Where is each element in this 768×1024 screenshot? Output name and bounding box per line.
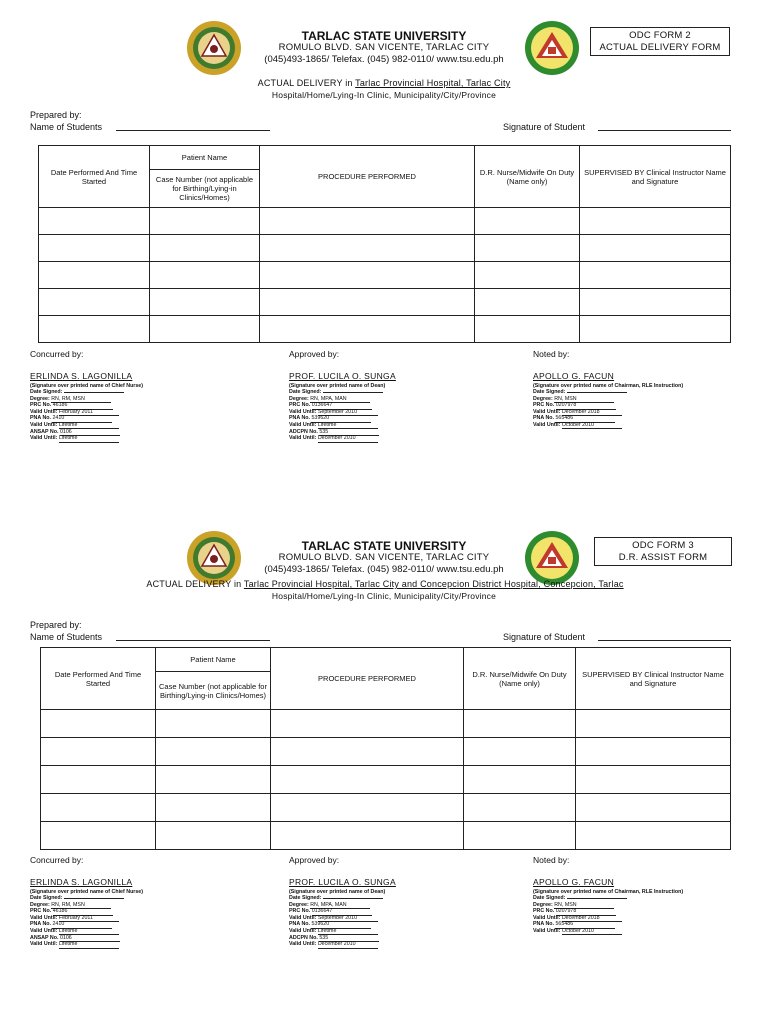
- concurred-detail-key: Valid Until:: [30, 914, 58, 921]
- university-address: ROMULO BLVD. SAN VICENTE, TARLAC CITY: [278, 552, 490, 563]
- delivery-line: [242, 78, 526, 88]
- approved-heading: Approved by:: [289, 855, 340, 865]
- case-number-cell[interactable]: [150, 289, 260, 316]
- date-cell[interactable]: [39, 262, 150, 289]
- supervised-cell[interactable]: [580, 289, 731, 316]
- supervised-cell[interactable]: [580, 316, 731, 343]
- noted-detail-key: PRC No.: [533, 402, 555, 409]
- noted-caption: (Signature over printed name of Chairman, RLE Instruction): [533, 383, 684, 389]
- approved-detail-key: ADCPN No.: [289, 428, 318, 435]
- approved-detail-value[interactable]: 0136647: [312, 908, 372, 915]
- noted-detail-row: [533, 422, 622, 429]
- noted-detail-key: PNA No.: [533, 921, 554, 928]
- table-row: [41, 710, 731, 738]
- supervised-cell[interactable]: [580, 262, 731, 289]
- concurred-detail-value[interactable]: Lifetime: [59, 941, 119, 948]
- noted-detail-value[interactable]: [567, 898, 627, 899]
- concurred-detail-row: [30, 389, 124, 395]
- concurred-detail-value[interactable]: Lifetime: [59, 435, 119, 442]
- signature-of-student-label: Signature of Student: [503, 122, 586, 132]
- dr-nurse-cell[interactable]: [464, 794, 576, 822]
- approved-detail-value[interactable]: September 2010: [318, 915, 378, 922]
- procedure-cell[interactable]: [271, 766, 464, 794]
- col-patient-name-header: Patient Name: [156, 648, 271, 672]
- university-contact: (045)493-1865/ Telefax. (045) 982-0110/ www.tsu.edu.ph: [264, 564, 504, 575]
- concurred-detail-value[interactable]: 46186: [53, 402, 113, 409]
- concurred-detail-value[interactable]: 0106: [60, 935, 120, 942]
- noted-detail-value[interactable]: December 2018: [562, 915, 622, 922]
- table-row: [41, 766, 731, 794]
- noted-detail-key: Degree:: [533, 901, 553, 908]
- noted-detail-value[interactable]: [567, 392, 627, 393]
- noted-detail-key: Date Signed:: [533, 895, 566, 901]
- concurred-detail-value[interactable]: Lifetime: [59, 928, 119, 935]
- form-title: ACTUAL DELIVERY FORM: [599, 42, 721, 53]
- approved-detail-row: [289, 895, 383, 901]
- approved-detail-key: PRC No.: [289, 402, 311, 409]
- approved-detail-key: Valid Until:: [289, 941, 317, 948]
- name-of-students-field[interactable]: [116, 631, 270, 641]
- approved-detail-key: Valid Until:: [289, 435, 317, 442]
- delivery-prefix: ACTUAL DELIVERY in: [257, 78, 356, 88]
- name-of-students-label: Name of Students: [30, 122, 103, 132]
- date-cell[interactable]: [41, 822, 156, 850]
- approved-detail-key: ADCPN No.: [289, 934, 318, 941]
- approved-detail-value[interactable]: [323, 392, 383, 393]
- noted-caption: (Signature over printed name of Chairman, RLE Instruction): [533, 889, 684, 895]
- col-dr-nurse-header: D.R. Nurse/Midwife On Duty (Name only): [464, 648, 576, 710]
- table-row: [41, 822, 731, 850]
- noted-detail-key: Valid Until:: [533, 914, 561, 921]
- case-number-cell[interactable]: [150, 316, 260, 343]
- approved-detail-key: Date Signed:: [289, 895, 322, 901]
- supervised-cell[interactable]: [576, 710, 731, 738]
- procedure-cell[interactable]: [260, 208, 475, 235]
- approved-detail-value[interactable]: 539620: [311, 921, 371, 928]
- concurred-detail-key: Valid Until:: [30, 928, 58, 934]
- table-row: [39, 262, 731, 289]
- col-patient-name-header: Patient Name: [150, 146, 260, 170]
- concurred-name: ERLINDA S. LAGONILLA: [30, 371, 133, 381]
- approved-detail-value[interactable]: 535: [319, 935, 379, 942]
- concurred-detail-row: [30, 895, 124, 901]
- noted-detail-value[interactable]: RN, MSN: [554, 902, 614, 909]
- concurred-heading: Concurred by:: [30, 855, 84, 865]
- concurred-detail-value[interactable]: 2410: [52, 921, 112, 928]
- procedure-cell[interactable]: [260, 316, 475, 343]
- noted-detail-key: Valid Until:: [533, 408, 561, 415]
- concurred-detail-key: Degree:: [30, 395, 50, 402]
- concurred-detail-key: Valid Until:: [30, 435, 58, 442]
- concurred-detail-key: PNA No.: [30, 921, 51, 928]
- approved-detail-key: PRC No.: [289, 908, 311, 915]
- case-number-cell[interactable]: [156, 710, 271, 738]
- concurred-detail-key: Valid Until:: [30, 941, 58, 948]
- col-procedure-header: PROCEDURE PERFORMED: [271, 648, 464, 710]
- approved-detail-value[interactable]: December 2010: [318, 435, 378, 442]
- concurred-detail-key: Valid Until:: [30, 408, 58, 415]
- concurred-detail-value[interactable]: February 2011: [59, 915, 119, 922]
- approved-name: PROF. LUCILA O. SUNGA: [289, 371, 396, 381]
- signature-of-student-field[interactable]: [598, 631, 731, 641]
- dr-nurse-cell[interactable]: [475, 208, 580, 235]
- noted-heading: Noted by:: [533, 349, 570, 359]
- concurred-detail-value[interactable]: Lifetime: [59, 422, 119, 429]
- dr-nurse-cell[interactable]: [475, 316, 580, 343]
- concurred-detail-value[interactable]: 2410: [52, 415, 112, 422]
- approved-detail-value[interactable]: September 2010: [318, 409, 378, 416]
- noted-detail-value[interactable]: 565486: [555, 415, 615, 422]
- case-number-cell[interactable]: [156, 794, 271, 822]
- noted-detail-key: Date Signed:: [533, 389, 566, 395]
- date-cell[interactable]: [41, 710, 156, 738]
- form-id-box: [590, 27, 730, 56]
- col-date-header: Date Performed And Time Started: [41, 648, 156, 710]
- concurred-detail-key: ANSAP No.: [30, 428, 59, 435]
- approved-detail-value[interactable]: [323, 898, 383, 899]
- noted-detail-key: Valid Until:: [533, 928, 561, 934]
- delivery-sub-caption: Hospital/Home/Lying-In Clinic, Municipality/City/Province: [271, 90, 497, 100]
- approved-caption: (Signature over printed name of Dean): [289, 383, 386, 389]
- col-date-header: Date Performed And Time Started: [39, 146, 150, 208]
- col-dr-nurse-header: D.R. Nurse/Midwife On Duty (Name only): [475, 146, 580, 208]
- col-case-number-header: Case Number (not applicable for Birthing/Lying-in Clinics/Homes): [150, 170, 260, 208]
- col-supervised-header: SUPERVISED BY Clinical Instructor Name and Signature: [580, 146, 731, 208]
- case-number-cell[interactable]: [150, 208, 260, 235]
- approved-detail-row: [289, 389, 383, 395]
- concurred-detail-row: [30, 941, 119, 948]
- procedure-cell[interactable]: [271, 710, 464, 738]
- col-supervised-header: SUPERVISED BY Clinical Instructor Name and Signature: [576, 648, 731, 710]
- approved-detail-key: PNA No.: [289, 921, 310, 928]
- concurred-detail-key: Valid Until:: [30, 422, 58, 428]
- concurred-caption: (Signature over printed name of Chief Nurse): [30, 889, 144, 895]
- concurred-detail-row: [30, 435, 119, 442]
- odc-form-3: [0, 504, 768, 1016]
- concurred-heading: Concurred by:: [30, 349, 84, 359]
- approved-detail-key: Degree:: [289, 395, 309, 402]
- date-cell[interactable]: [39, 235, 150, 262]
- date-cell[interactable]: [39, 208, 150, 235]
- noted-detail-value[interactable]: 0207978: [556, 402, 616, 409]
- dr-nurse-cell[interactable]: [464, 822, 576, 850]
- signature-of-student-label: Signature of Student: [503, 632, 586, 642]
- delivery-place: Tarlac Provincial Hospital, Tarlac City: [355, 78, 511, 88]
- delivery-sub-caption: Hospital/Home/Lying-In Clinic, Municipality/City/Province: [271, 591, 497, 601]
- col-case-number-header: Case Number (not applicable for Birthing/Lying-in Clinics/Homes): [156, 672, 271, 710]
- concurred-detail-key: Degree:: [30, 901, 50, 908]
- concurred-detail-key: PNA No.: [30, 415, 51, 422]
- table-row: [41, 794, 731, 822]
- supervised-cell[interactable]: [576, 738, 731, 766]
- approved-detail-value[interactable]: 0136647: [312, 402, 372, 409]
- noted-detail-value[interactable]: RN, MSN: [554, 396, 614, 403]
- concurred-detail-key: Date Signed:: [30, 895, 63, 901]
- approved-detail-key: Valid Until:: [289, 914, 317, 921]
- case-number-cell[interactable]: [156, 738, 271, 766]
- noted-detail-key: PRC No.: [533, 908, 555, 915]
- noted-detail-row: [533, 389, 627, 395]
- approved-detail-value[interactable]: December 2010: [318, 941, 378, 948]
- approved-detail-value[interactable]: RN, MPA, MAN: [310, 902, 370, 909]
- prepared-by-label: Prepared by:: [30, 110, 82, 120]
- concurred-detail-key: PRC No.: [30, 908, 52, 915]
- prepared-by-label: Prepared by:: [30, 620, 82, 630]
- table-row: [39, 208, 731, 235]
- procedure-cell[interactable]: [260, 262, 475, 289]
- form-id: ODC FORM 3: [632, 540, 694, 551]
- approved-detail-value[interactable]: RN, MPA, MAN: [310, 396, 370, 403]
- name-of-students-field[interactable]: [116, 121, 270, 131]
- procedure-cell[interactable]: [271, 794, 464, 822]
- signature-of-student-field[interactable]: [598, 121, 731, 131]
- noted-detail-value[interactable]: December 2018: [562, 409, 622, 416]
- procedure-cell[interactable]: [260, 289, 475, 316]
- university-address: ROMULO BLVD. SAN VICENTE, TARLAC CITY: [278, 42, 490, 53]
- delivery-table: [38, 145, 731, 343]
- concurred-caption: (Signature over printed name of Chief Nurse): [30, 383, 144, 389]
- approved-detail-key: PNA No.: [289, 415, 310, 422]
- approved-detail-key: Date Signed:: [289, 389, 322, 395]
- concurred-detail-value[interactable]: 0106: [60, 429, 120, 436]
- concurred-name: ERLINDA S. LAGONILLA: [30, 877, 133, 887]
- date-cell[interactable]: [39, 289, 150, 316]
- approved-detail-key: Valid Until:: [289, 422, 317, 428]
- case-number-cell[interactable]: [156, 766, 271, 794]
- dr-nurse-cell[interactable]: [464, 710, 576, 738]
- form-id-box: [594, 537, 732, 566]
- noted-detail-key: Valid Until:: [533, 422, 561, 428]
- procedure-cell[interactable]: [271, 822, 464, 850]
- dr-nurse-cell[interactable]: [475, 289, 580, 316]
- approved-detail-key: Valid Until:: [289, 408, 317, 415]
- approved-detail-row: [289, 435, 378, 442]
- date-cell[interactable]: [41, 738, 156, 766]
- approved-detail-value[interactable]: 535: [319, 429, 379, 436]
- approved-detail-key: Valid Until:: [289, 928, 317, 934]
- approved-detail-key: Degree:: [289, 901, 309, 908]
- noted-detail-row: [533, 895, 627, 901]
- concurred-detail-value[interactable]: [64, 392, 124, 393]
- approved-heading: Approved by:: [289, 349, 340, 359]
- delivery-line: [115, 579, 655, 589]
- supervised-cell[interactable]: [576, 822, 731, 850]
- noted-name: APOLLO G. FACUN: [533, 371, 615, 381]
- supervised-cell[interactable]: [580, 235, 731, 262]
- delivery-place: Tarlac Provincial Hospital, Tarlac City and Concepcion District Hospital, Concepcion, Tarlac: [243, 579, 624, 589]
- approved-caption: (Signature over printed name of Dean): [289, 889, 386, 895]
- table-row: [41, 738, 731, 766]
- concurred-detail-value[interactable]: 46186: [53, 908, 113, 915]
- noted-detail-row: [533, 928, 622, 935]
- concurred-detail-value[interactable]: RN, RM, MSN: [51, 902, 111, 909]
- procedure-cell[interactable]: [271, 738, 464, 766]
- approved-detail-value[interactable]: 539620: [311, 415, 371, 422]
- approved-detail-value[interactable]: Lifetime: [318, 422, 378, 429]
- concurred-detail-key: ANSAP No.: [30, 934, 59, 941]
- concurred-detail-value[interactable]: [64, 898, 124, 899]
- form-title: D.R. ASSIST FORM: [618, 552, 708, 563]
- table-row: [39, 235, 731, 262]
- dr-nurse-cell[interactable]: [464, 738, 576, 766]
- table-row: [39, 289, 731, 316]
- procedure-cell[interactable]: [260, 235, 475, 262]
- case-number-cell[interactable]: [156, 822, 271, 850]
- concurred-detail-key: PRC No.: [30, 402, 52, 409]
- delivery-table: [40, 647, 731, 850]
- university-name: TARLAC STATE UNIVERSITY: [301, 539, 467, 553]
- name-of-students-label: Name of Students: [30, 632, 103, 642]
- case-number-cell[interactable]: [150, 235, 260, 262]
- dr-nurse-cell[interactable]: [464, 766, 576, 794]
- date-cell[interactable]: [39, 316, 150, 343]
- date-cell[interactable]: [41, 794, 156, 822]
- approved-name: PROF. LUCILA O. SUNGA: [289, 877, 396, 887]
- concurred-detail-value[interactable]: RN, RM, MSN: [51, 396, 111, 403]
- case-number-cell[interactable]: [150, 262, 260, 289]
- approved-detail-row: [289, 941, 378, 948]
- noted-name: APOLLO G. FACUN: [533, 877, 615, 887]
- form-id: ODC FORM 2: [629, 30, 691, 41]
- noted-detail-value[interactable]: 565486: [555, 921, 615, 928]
- concurred-detail-value[interactable]: February 2011: [59, 409, 119, 416]
- noted-heading: Noted by:: [533, 855, 570, 865]
- supervised-cell[interactable]: [580, 208, 731, 235]
- dr-nurse-cell[interactable]: [475, 262, 580, 289]
- university-name: TARLAC STATE UNIVERSITY: [301, 29, 467, 43]
- supervised-cell[interactable]: [576, 794, 731, 822]
- date-cell[interactable]: [41, 766, 156, 794]
- noted-detail-value[interactable]: 0207978: [556, 908, 616, 915]
- university-contact: (045)493-1865/ Telefax. (045) 982-0110/ www.tsu.edu.ph: [264, 54, 504, 65]
- table-row: [39, 316, 731, 343]
- col-procedure-header: PROCEDURE PERFORMED: [260, 146, 475, 208]
- noted-detail-key: Degree:: [533, 395, 553, 402]
- delivery-prefix: ACTUAL DELIVERY in: [146, 579, 244, 589]
- noted-detail-value[interactable]: October 2010: [562, 422, 622, 429]
- noted-detail-key: PNA No.: [533, 415, 554, 422]
- concurred-detail-key: Date Signed:: [30, 389, 63, 395]
- noted-detail-value[interactable]: October 2010: [562, 928, 622, 935]
- dr-nurse-cell[interactable]: [475, 235, 580, 262]
- approved-detail-value[interactable]: Lifetime: [318, 928, 378, 935]
- supervised-cell[interactable]: [576, 766, 731, 794]
